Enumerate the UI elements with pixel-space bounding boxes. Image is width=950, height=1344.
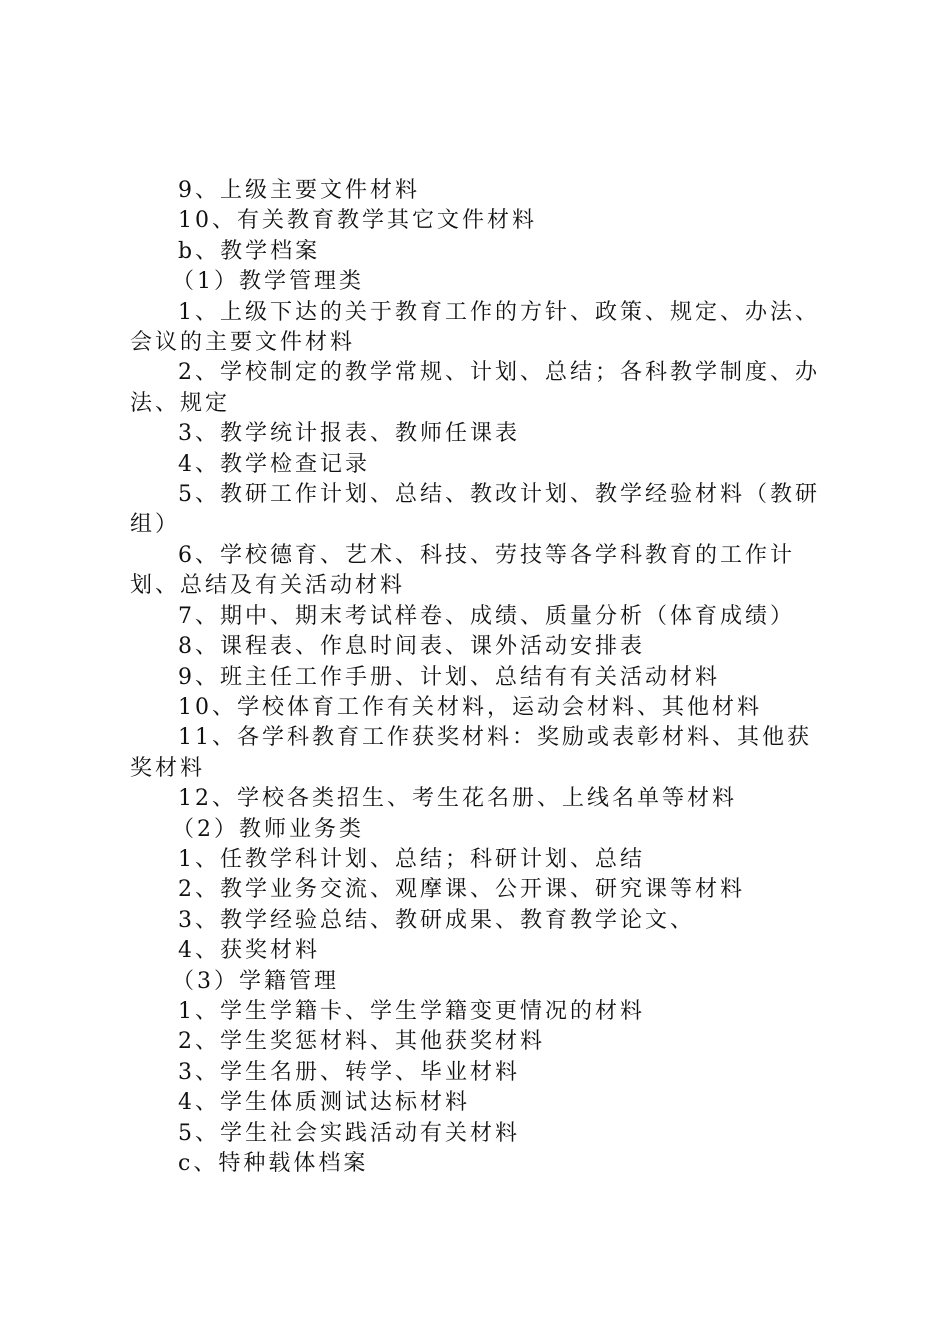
list-item: 12、学校各类招生、考生花名册、上线名单等材料 <box>178 786 737 812</box>
list-item: 3、教学统计报表、教师任课表 <box>178 421 520 447</box>
list-item: 1、学生学籍卡、学生学籍变更情况的材料 <box>178 998 645 1024</box>
list-item: 5、教研工作计划、总结、教改计划、教学经验材料（教研组） <box>130 482 820 538</box>
list-item: 4、获奖材料 <box>178 938 320 964</box>
subsection-heading: （3）学籍管理 <box>172 968 339 994</box>
list-item: 2、学生奖惩材料、其他获奖材料 <box>178 1029 545 1055</box>
section-heading: b、教学档案 <box>178 238 321 264</box>
list-item: 7、期中、期末考试样卷、成绩、质量分析（体育成绩） <box>178 603 795 629</box>
list-item: 1、上级下达的关于教育工作的方针、政策、规定、办法、会议的主要文件材料 <box>130 299 820 356</box>
list-item: 8、课程表、作息时间表、课外活动安排表 <box>178 634 645 660</box>
list-item: 10、有关教育教学其它文件材料 <box>178 208 537 234</box>
document-body <box>130 176 830 1179</box>
subsection-heading: （2）教师业务类 <box>172 816 364 842</box>
list-item: 11、各学科教育工作获奖材料：奖励或表彰材料、其他获奖材料 <box>130 725 812 781</box>
list-item: 1、任教学科计划、总结；科研计划、总结 <box>178 846 645 872</box>
list-item: 2、学校制定的教学常规、计划、总结；各科教学制度、办法、规定 <box>130 360 820 416</box>
list-item: 9、班主任工作手册、计划、总结有有关活动材料 <box>178 664 720 690</box>
list-item: 5、学生社会实践活动有关材料 <box>178 1120 520 1146</box>
list-item: 3、学生名册、转学、毕业材料 <box>178 1059 520 1085</box>
list-item: 4、教学检查记录 <box>178 451 370 477</box>
section-heading: c、特种载体档案 <box>178 1151 369 1176</box>
list-item: 2、教学业务交流、观摩课、公开课、研究课等材料 <box>178 877 745 903</box>
list-item: 4、学生体质测试达标材料 <box>178 1090 470 1116</box>
list-item: 9、上级主要文件材料 <box>178 178 420 203</box>
subsection-heading: （1）教学管理类 <box>172 269 364 295</box>
list-item: 10、学校体育工作有关材料，运动会材料、其他材料 <box>178 694 762 720</box>
list-item: 3、教学经验总结、教研成果、教育教学论文、 <box>178 907 695 933</box>
list-item: 6、学校德育、艺术、科技、劳技等各学科教育的工作计划、总结及有关活动材料 <box>130 542 795 599</box>
